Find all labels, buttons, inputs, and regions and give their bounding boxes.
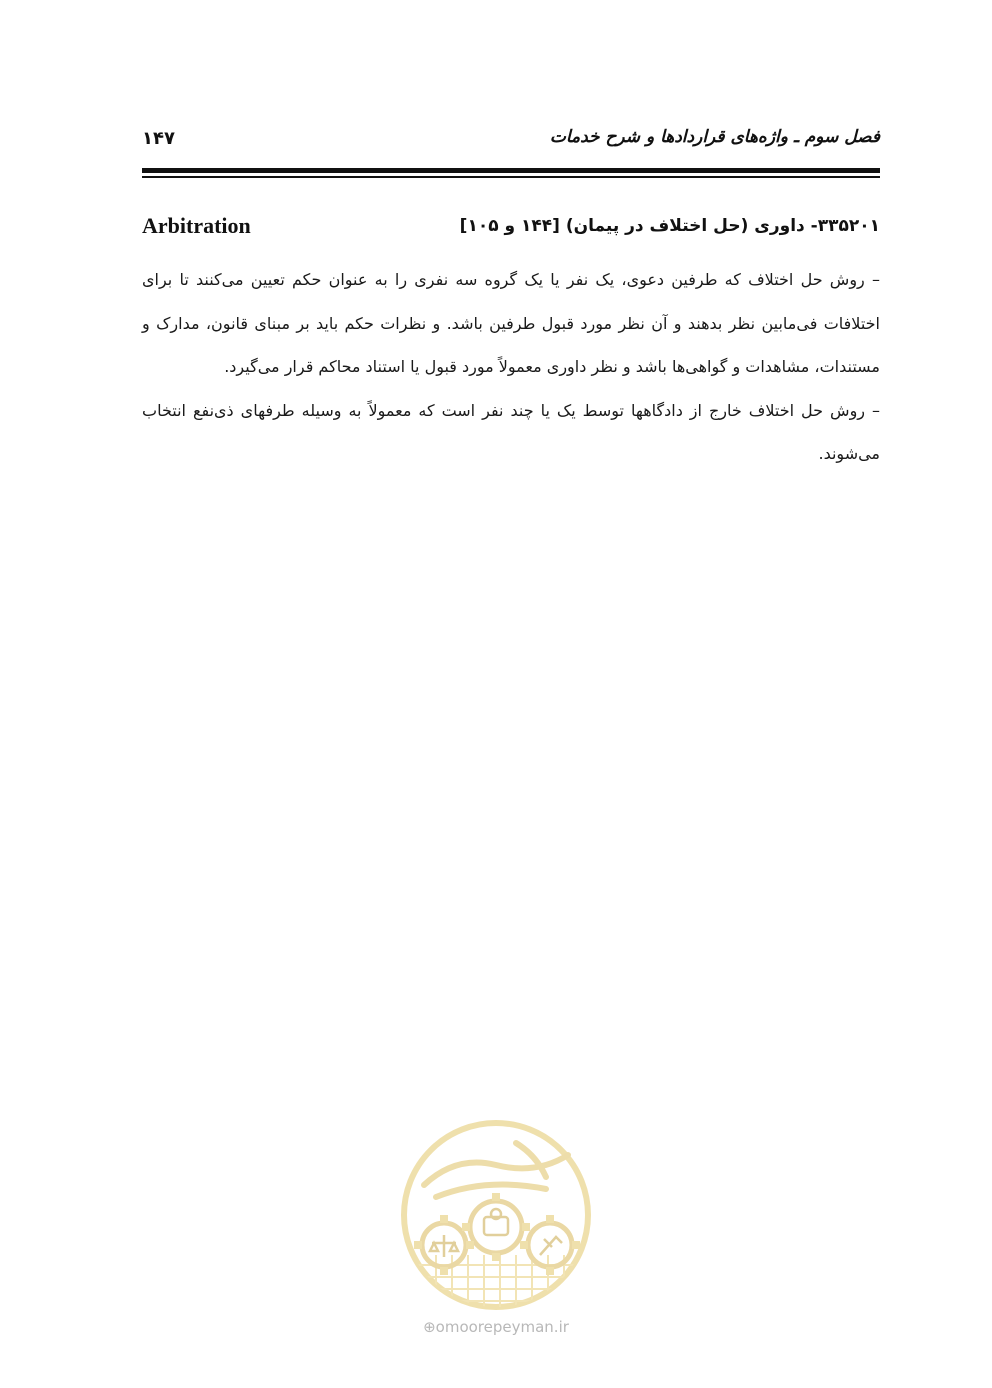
watermark-caption [386, 1318, 606, 1336]
page-number: ۱۴۷ [142, 128, 175, 149]
definition-paragraph-1: – روش حل اختلاف که طرفین دعوی، یک نفر یا یک گروه سه نفری را به عنوان حکم تعیین می‌کنند تا برای اختلافات فی‌مابین نظر بدهند و آن نظر مورد قبول طرفین باشد. و نظرات حکم باید بر مبنای قانون، مدارک و مستندات، مشاهدات و گواهی‌ها باشد و نظر داوری معمولاً مورد قبول یا استناد محاکم قرار می‌گیرد. [142, 270, 880, 376]
entry-english-term: Arbitration [142, 213, 251, 238]
running-header-title: فصل سوم ـ واژه‌های قراردادها و شرح خدمات [549, 127, 880, 147]
header-rule-thin [142, 176, 880, 178]
header-rule-thick [142, 168, 880, 173]
watermark-caption-text: omoorepeyman.ir [435, 1318, 569, 1336]
definition-paragraph-2: – روش حل اختلاف خارج از دادگاهها توسط یک یا چند نفر است که معمولاً به وسیله طرفهای ذی‌نفع انتخاب می‌شوند. [142, 400, 880, 463]
globe-icon: ⊕ [423, 1318, 436, 1336]
entry-heading: ۳۳۵۲۰۱- داوری (حل اختلاف در پیمان) [۱۴۴ و ۱۰۵] [459, 216, 880, 236]
entry-body [142, 258, 880, 476]
watermark-logo-icon [396, 1115, 596, 1315]
